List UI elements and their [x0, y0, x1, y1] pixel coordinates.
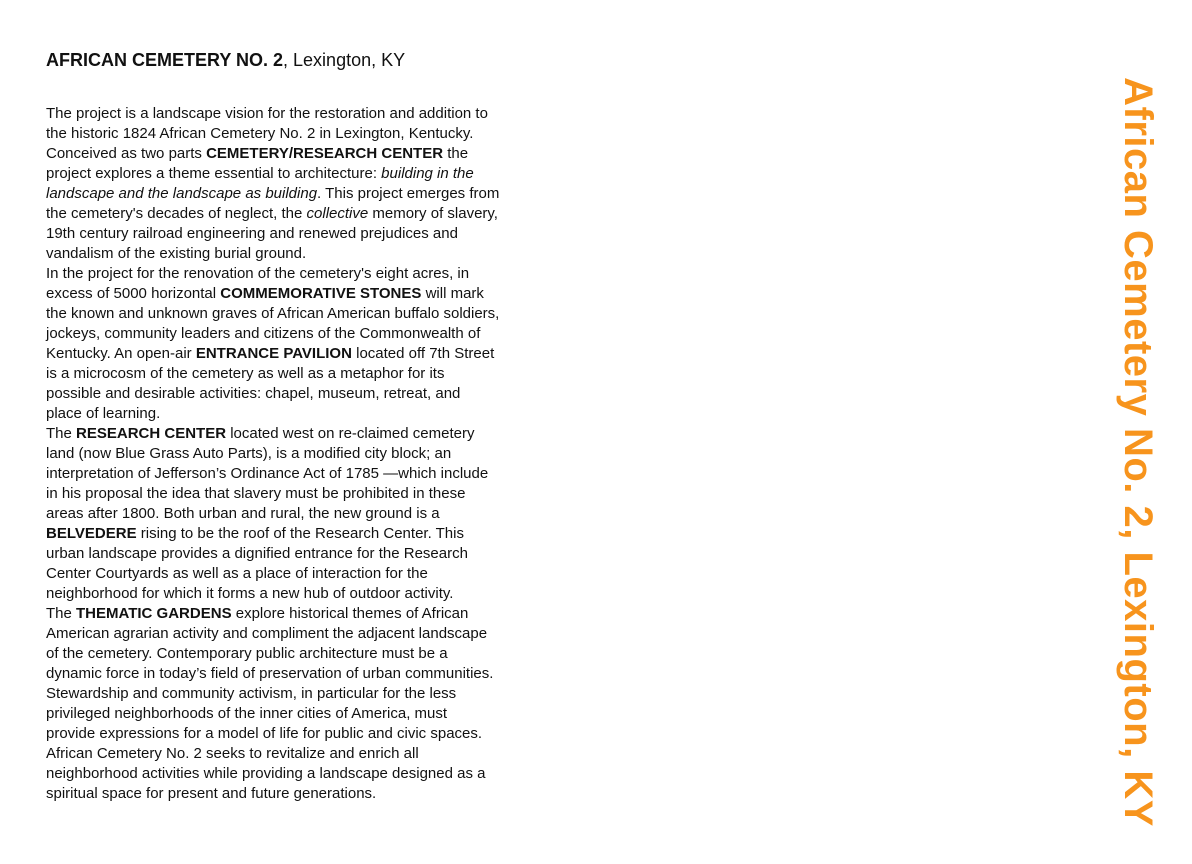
text-run: The	[46, 605, 77, 622]
emphasis-term: COMMEMORATIVE STONES	[220, 285, 422, 302]
text-run: place of learning.	[46, 405, 161, 422]
text-run: The project is a landscape vision for the restoration and addition to	[46, 105, 488, 122]
text-run: the cemetery's decades of neglect, the	[46, 205, 307, 222]
emphasis-term: BELVEDERE	[46, 525, 137, 542]
text-run: neighborhood activities while providing a landscape designed as a	[46, 765, 486, 782]
text-line	[46, 484, 566, 504]
text-line	[46, 584, 566, 604]
text-line	[46, 744, 566, 764]
text-line	[46, 604, 566, 624]
text-run: in his proposal the idea that slavery must be prohibited in these	[46, 485, 466, 502]
text-run: . This project emerges from	[317, 185, 500, 202]
text-line	[46, 444, 566, 464]
emphasis-term: ENTRANCE PAVILION	[195, 345, 352, 362]
text-run: neighborhood for which it forms a new hub of outdoor activity.	[46, 585, 454, 602]
text-line	[46, 524, 566, 544]
text-run: In the project for the renovation of the cemetery's eight acres, in	[46, 265, 470, 282]
emphasis-term: CEMETERY/RESEARCH CENTER	[206, 145, 444, 162]
text-run: interpretation of Jefferson’s Ordinance Act of 1785 —which include	[46, 465, 489, 482]
text-run: of the cemetery. Contemporary public architecture must be a	[46, 645, 448, 662]
text-line	[46, 684, 566, 704]
text-run: American agrarian activity and compliment the adjacent landscape	[46, 625, 488, 642]
page-title-bold: AFRICAN CEMETERY NO. 2	[46, 50, 284, 70]
text-run: located off 7th Street	[351, 345, 495, 362]
text-line	[46, 364, 566, 384]
text-line	[46, 764, 566, 784]
text-run: memory of slavery,	[368, 205, 498, 222]
text-run: possible and desirable activities: chapel, museum, retreat, and	[46, 385, 461, 402]
text-line	[46, 184, 566, 204]
text-line	[46, 264, 566, 284]
text-line	[46, 564, 566, 584]
text-run: rising to be the roof of the Research Center. This	[136, 525, 464, 542]
text-line	[46, 384, 566, 404]
emphasis-term: THEMATIC GARDENS	[76, 605, 232, 622]
text-run: explore historical themes of African	[231, 605, 469, 622]
text-line	[46, 244, 566, 264]
vertical-side-title: African Cemetery No. 2, Lexington, KY	[1116, 77, 1160, 827]
project-description	[46, 104, 566, 804]
text-run: located west on re-claimed cemetery	[226, 425, 475, 442]
text-run: will mark	[421, 285, 484, 302]
text-run: land (now Blue Grass Auto Parts), is a modified city block; an	[46, 445, 452, 462]
text-run: the historic 1824 African Cemetery No. 2 in Lexington, Kentucky.	[46, 125, 474, 142]
page-title-location: , Lexington, KY	[283, 50, 406, 70]
text-run: Conceived as two parts	[46, 145, 207, 162]
page-title	[46, 48, 405, 72]
text-line	[46, 424, 566, 444]
text-line	[46, 204, 566, 224]
text-line	[46, 104, 566, 124]
text-line	[46, 284, 566, 304]
text-line	[46, 224, 566, 244]
text-run: privileged neighborhoods of the inner cities of America, must	[46, 705, 448, 722]
emphasis-term: RESEARCH CENTER	[76, 425, 227, 442]
text-run: urban landscape provides a dignified entrance for the Research	[46, 545, 468, 562]
text-run: Center Courtyards as well as a place of interaction for the	[46, 565, 428, 582]
italic-phrase: building in the	[381, 165, 474, 182]
text-line	[46, 404, 566, 424]
text-run: excess of 5000 horizontal	[46, 285, 221, 302]
text-run: spiritual space for present and future generations.	[46, 785, 377, 802]
text-run: jockeys, community leaders and citizens of the Commonwealth of	[46, 325, 481, 342]
text-run: areas after 1800. Both urban and rural, the new ground is a	[46, 505, 440, 522]
text-run: African Cemetery No. 2 seeks to revitalize and enrich all	[46, 745, 419, 762]
italic-phrase: landscape and the landscape as building	[46, 185, 318, 202]
text-run: the known and unknown graves of African American buffalo soldiers,	[46, 305, 500, 322]
text-run: Kentucky. An open-air	[46, 345, 196, 362]
text-run: the	[443, 145, 469, 162]
text-line	[46, 144, 566, 164]
text-run: The	[46, 425, 77, 442]
text-run: vandalism of the existing burial ground.	[46, 245, 307, 262]
text-line	[46, 784, 566, 804]
text-line	[46, 664, 566, 684]
text-run: project explores a theme essential to architecture:	[46, 165, 382, 182]
text-line	[46, 544, 566, 564]
text-run: provide expressions for a model of life for public and civic spaces.	[46, 725, 483, 742]
italic-phrase: collective	[306, 205, 369, 222]
text-line	[46, 344, 566, 364]
text-line	[46, 324, 566, 344]
text-line	[46, 504, 566, 524]
text-line	[46, 304, 566, 324]
text-run: Stewardship and community activism, in particular for the less	[46, 685, 457, 702]
text-run: dynamic force in today’s field of preservation of urban communities.	[46, 665, 494, 682]
text-line	[46, 724, 566, 744]
text-line	[46, 704, 566, 724]
text-run: is a microcosm of the cemetery as well as a metaphor for its	[46, 365, 445, 382]
text-line	[46, 644, 566, 664]
text-line	[46, 124, 566, 144]
text-line	[46, 464, 566, 484]
text-line	[46, 164, 566, 184]
text-line	[46, 624, 566, 644]
text-run: 19th century railroad engineering and renewed prejudices and	[46, 225, 458, 242]
